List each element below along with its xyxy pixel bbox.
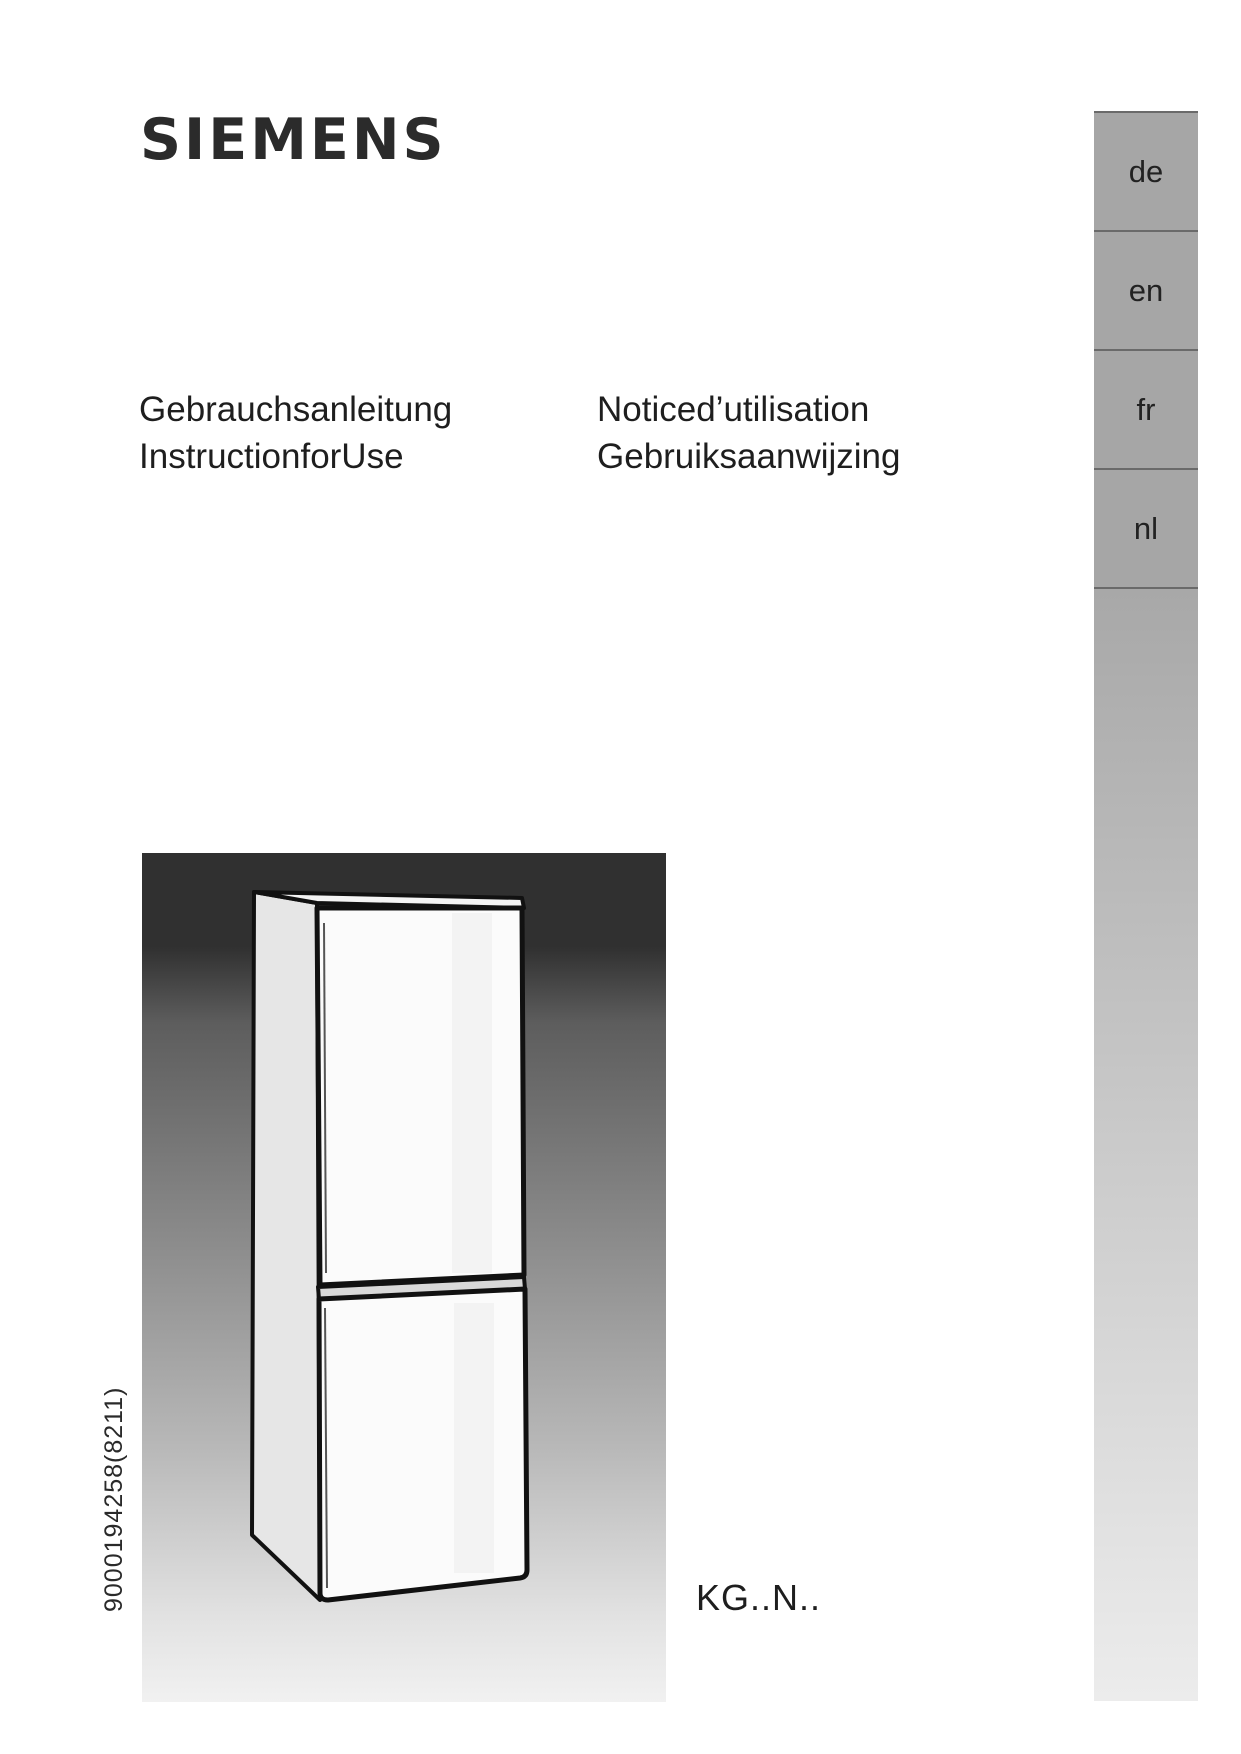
model-number: KG..N.. <box>696 1577 822 1618</box>
document-number: 9000194258(8211) <box>100 1386 128 1612</box>
tab-fr[interactable]: fr <box>1094 349 1198 468</box>
titles-left <box>139 386 452 480</box>
tab-en[interactable]: en <box>1094 230 1198 349</box>
product-photo <box>142 853 666 1702</box>
titles-right <box>597 386 900 480</box>
tab-de[interactable]: de <box>1094 111 1198 230</box>
title-fr: Noticed’utilisation <box>597 390 870 429</box>
siemens-logo: SIEMENS <box>140 107 447 173</box>
title-nl: Gebruiksaanwijzing <box>597 437 901 476</box>
title-de: Gebrauchsanleitung <box>139 390 453 429</box>
title-en: InstructionforUse <box>139 437 404 476</box>
fridge-freezer-icon <box>142 853 666 1702</box>
tab-nl[interactable]: nl <box>1094 468 1198 589</box>
language-tab-strip <box>1094 111 1198 1701</box>
